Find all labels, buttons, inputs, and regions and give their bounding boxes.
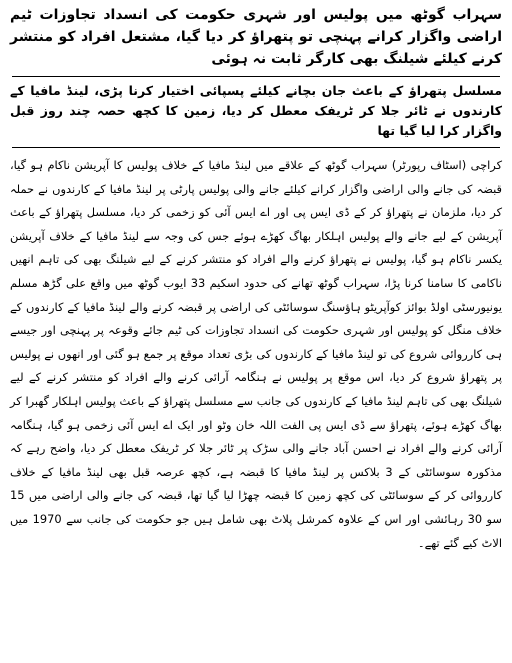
subheadline-divider xyxy=(12,147,500,148)
headline: سہراب گوٹھ میں پولیس اور شہری حکومت کی انسداد تجاوزات ٹیم اراضی واگزار کرانے پہنچی تو پتھراؤ کر دیا گیا، مشتعل افراد کو منتشر کرنے کیلئے شیلنگ بھی کارگر ثابت نہ ہوئی xyxy=(10,7,502,67)
headline-divider xyxy=(12,76,500,77)
news-clipping xyxy=(6,4,506,659)
article-body: کراچی (اسٹاف رپورٹر) سہراب گوٹھ کے علاقے میں لینڈ مافیا کے خلاف پولیس کا آپریشن ناکام ہو گیا، قبضہ کی جانے والی اراضی واگزار کرانے کیلئے جانے والی پولیس پارٹی پر لینڈ مافیا کے کارندوں نے حملہ کر دیا، ملزمان نے پتھراؤ کر کے ڈی ایس پی اور اے ایس آئی کو زخمی کر دیا، مسلسل پتھراؤ کے باعث آپریشن کے لیے جانے والے پولیس اہلکار بھاگ کھڑے ہوئے جس کی وجہ سے لینڈ مافیا کے خلاف آپریشن یکسر ناکام ہو گیا، پولیس نے پتھراؤ کرنے والے افراد کو منتشر کرنے کے لیے شیلنگ بھی کی تاہم انھیں ناکامی کا سامنا کرنا پڑا، سہراب گوٹھ تھانے کی حدود اسکیم 33 ایوب گوٹھ میں واقع علی گڑھ مسلم یونیورسٹی اولڈ بوائز کوآپریٹو ہاؤسنگ سوسائٹی کی اراضی پر قبضہ کرنے والے لینڈ مافیا کے کارندوں کے خلاف منگل کو پولیس اور شہری حکومت کی انسداد تجاوزات کی ٹیم جائے وقوعہ پر پہنچی اور جیسے ہی کارروائی شروع کی تو لینڈ مافیا کے کارندوں کی بڑی تعداد موقع پر جمع ہو گئی اور انھوں نے پولیس پر پتھراؤ شروع کر دیا، اس موقع پر پولیس نے ہنگامہ آرائی کرنے والے افراد کو منتشر کرنے کے لیے شیلنگ بھی کی تاہم لینڈ مافیا کے کارندوں کی جانب سے مسلسل پتھراؤ کے باعث پولیس اہلکار گھبرا کر بھاگ کھڑے ہوئے، پتھراؤ سے ڈی ایس پی الفت اللہ خان وٹو اور ایک اے ایس آئی زخمی ہو گیا، ہنگامہ آرائی کرنے والے افراد نے احسن آباد جانے والی سڑک پر ٹائر جلا کر ٹریفک معطل کر دیا، واضح رہے کہ مذکورہ سوسائٹی کے 3 بلاکس پر لینڈ مافیا کا قبضہ ہے، کچھ عرصہ قبل بھی لینڈ مافیا کے خلاف کارروائی کر کے سوسائٹی کی کچھ زمین کا قبضہ چھڑا لیا گیا تھا، قبضہ کی جانے والی اراضی میں 15 سو 30 رہائشی اور اس کے علاوہ کمرشل پلاٹ بھی شامل ہیں جو حکومت کی جانب سے 1970 میں الاٹ کیے گئے تھے۔ xyxy=(10,158,502,550)
subheadline: مسلسل پتھراؤ کے باعث جان بچانے کیلئے پسپائی اختیار کرنا پڑی، لینڈ مافیا کے کارندوں نے ٹائر جلا کر ٹریفک معطل کر دیا، زمین کا کچھ حصہ چند روز قبل واگزار کرا لیا گیا تھا xyxy=(10,83,502,138)
